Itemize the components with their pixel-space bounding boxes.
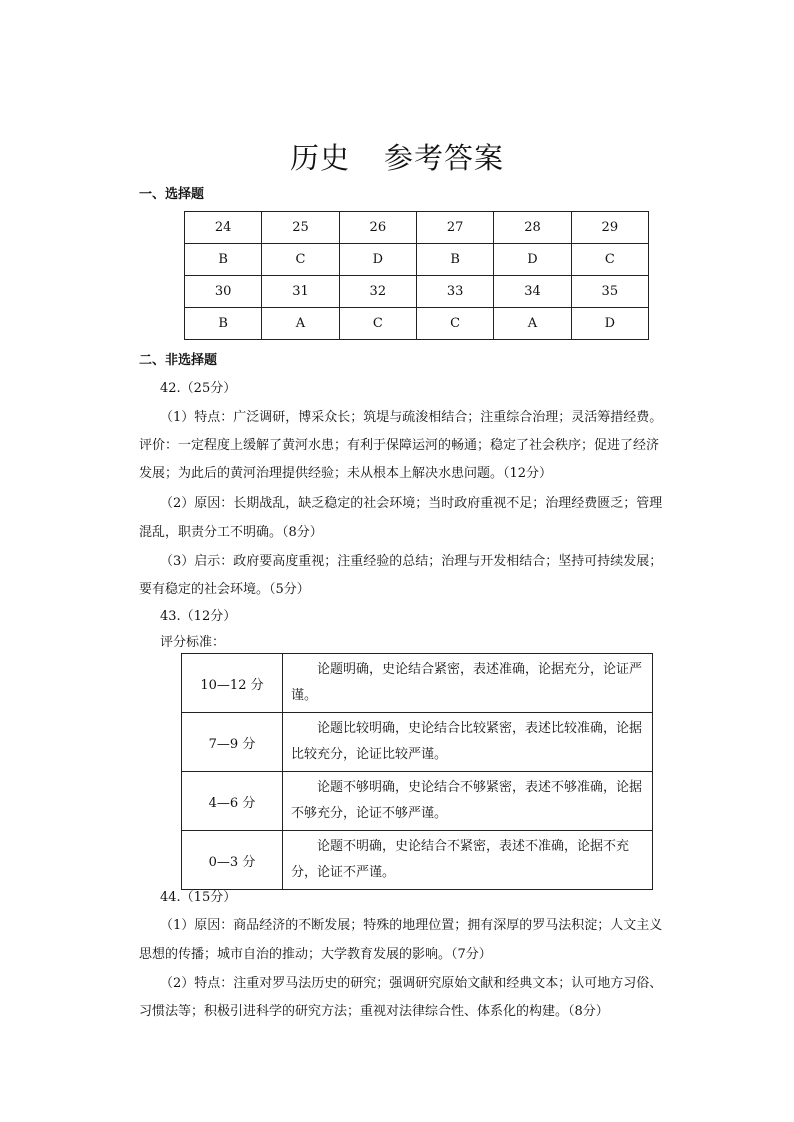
q44-line: 思想的传播；城市自治的推动；大学教育发展的影响。（7分） <box>139 947 492 962</box>
answer-cell: D <box>339 244 416 276</box>
scoring-rubric-table <box>181 653 653 890</box>
answer-cell: B <box>416 244 493 276</box>
q44-line: （1）原因：商品经济的不断发展；特殊的地理位置；拥有深厚的罗马法积淀；人文主义 <box>160 918 663 933</box>
q42-line: 混乱，职责分工不明确。（8分） <box>139 525 323 540</box>
q44-line: （2）特点：注重对罗马法历史的研究；强调研究原始文献和经典文本；认可地方习俗、 <box>160 976 663 991</box>
title-label: 参考答案 <box>384 141 505 175</box>
question-number-cell: 24 <box>185 212 262 244</box>
question-number-cell: 35 <box>571 276 648 308</box>
table-row <box>185 212 649 244</box>
question-number-cell: 28 <box>494 212 571 244</box>
answer-cell: B <box>185 244 262 276</box>
answer-cell: A <box>494 308 571 340</box>
answer-cell: D <box>494 244 571 276</box>
table-row <box>185 276 649 308</box>
question-number-cell: 26 <box>339 212 416 244</box>
q42-line: 发展；为此后的黄河治理提供经验；未从根本上解决水患问题。（12分） <box>139 466 553 481</box>
question-number-cell: 25 <box>262 212 339 244</box>
answer-cell: C <box>262 244 339 276</box>
q43-header: 43.（12分） <box>160 609 237 624</box>
question-number-cell: 33 <box>416 276 493 308</box>
question-number-cell: 34 <box>494 276 571 308</box>
section-2-heading: 二、非选择题 <box>139 353 218 368</box>
q44-line: 习惯法等；积极引进科学的研究方法；重视对法律综合性、体系化的构建。（8分） <box>139 1004 609 1019</box>
question-number-cell: 29 <box>571 212 648 244</box>
rubric-score-cell: 7—9 分 <box>182 713 283 772</box>
question-number-cell: 30 <box>185 276 262 308</box>
q42-header: 42.（25分） <box>160 381 237 396</box>
answer-cell: B <box>185 308 262 340</box>
rubric-desc-cell: 论题比较明确，史论结合比较紧密，表述比较准确，论据比较充分，论证比较严谨。 <box>283 713 653 772</box>
table-row <box>182 831 653 890</box>
q43-rubric-label: 评分标准： <box>160 635 226 650</box>
question-number-cell: 32 <box>339 276 416 308</box>
q44-header: 44.（15分） <box>160 890 237 905</box>
rubric-desc-cell: 论题不够明确，史论结合不够紧密，表述不够准确，论据不够充分，论证不够严谨。 <box>283 772 653 831</box>
table-row <box>185 308 649 340</box>
answer-cell: C <box>339 308 416 340</box>
question-number-cell: 27 <box>416 212 493 244</box>
answer-cell: C <box>571 244 648 276</box>
q42-line: （2）原因：长期战乱，缺乏稳定的社会环境；当时政府重视不足；治理经费匮乏；管理 <box>160 496 663 511</box>
q42-line: （1）特点：广泛调研，博采众长；筑堤与疏浚相结合；注重综合治理；灵活筹措经费。 <box>160 410 663 425</box>
rubric-score-cell: 0—3 分 <box>182 831 283 890</box>
answer-cell: D <box>571 308 648 340</box>
q42-line: 评价：一定程度上缓解了黄河水患；有利于保障运河的畅通；稳定了社会秩序；促进了经济 <box>139 438 660 453</box>
page-title <box>0 136 794 177</box>
answer-cell: A <box>262 308 339 340</box>
table-row <box>185 244 649 276</box>
q42-line: （3）启示：政府要高度重视；注重经验的总结；治理与开发相结合；坚持可持续发展； <box>160 554 663 569</box>
rubric-desc-cell: 论题明确，史论结合紧密，表述准确，论据充分，论证严谨。 <box>283 654 653 713</box>
rubric-score-cell: 10—12 分 <box>182 654 283 713</box>
multiple-choice-answer-table <box>184 211 649 340</box>
title-subject: 历史 <box>289 141 350 175</box>
q42-line: 要有稳定的社会环境。（5分） <box>139 582 310 597</box>
table-row <box>182 772 653 831</box>
rubric-desc-cell: 论题不明确，史论结合不紧密，表述不准确，论据不充分，论证不严谨。 <box>283 831 653 890</box>
rubric-score-cell: 4—6 分 <box>182 772 283 831</box>
answer-cell: C <box>416 308 493 340</box>
table-row <box>182 713 653 772</box>
section-1-heading: 一、选择题 <box>139 187 205 202</box>
question-number-cell: 31 <box>262 276 339 308</box>
table-row <box>182 654 653 713</box>
